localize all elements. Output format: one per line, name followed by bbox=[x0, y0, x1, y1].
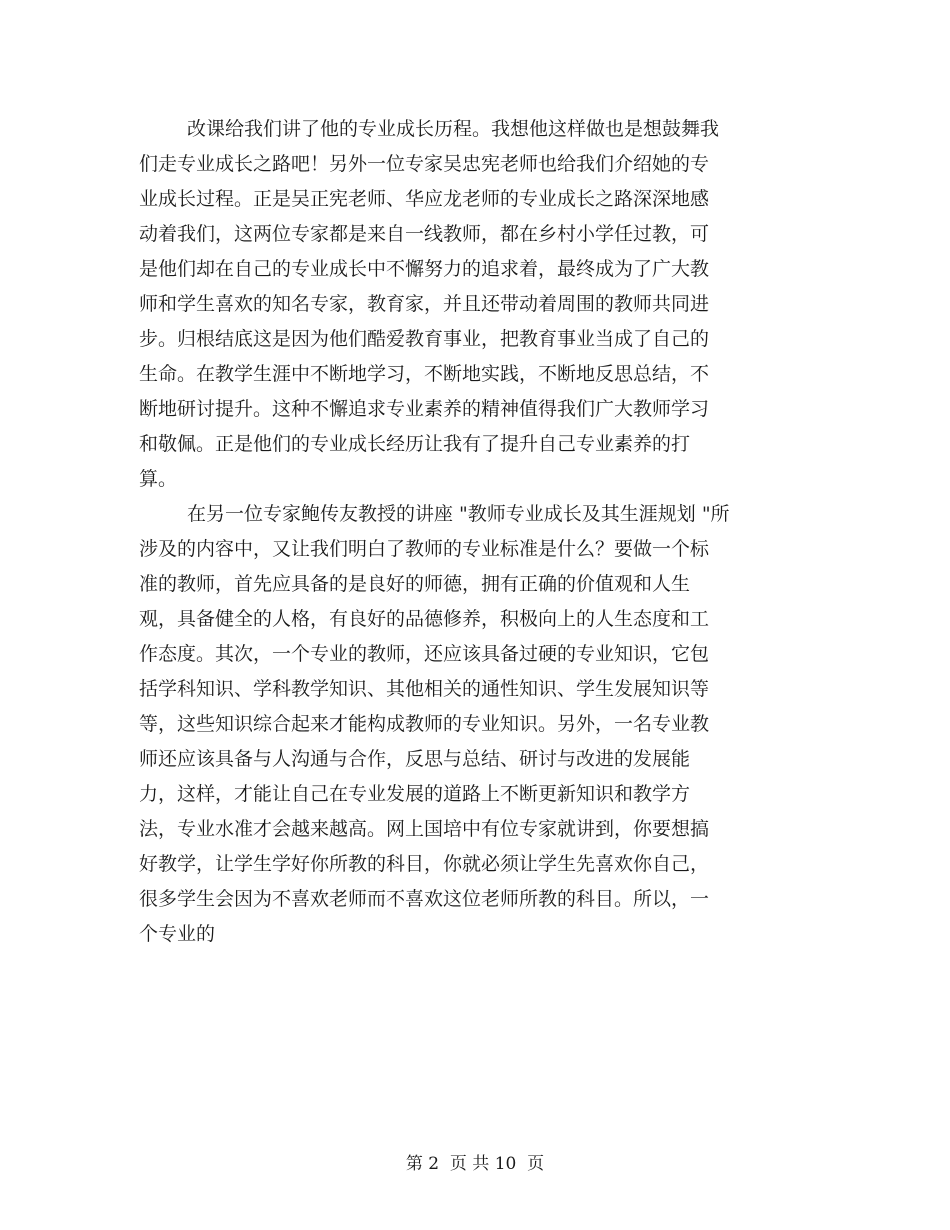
text-line: 涉及的内容中，又让我们明白了教师的专业标准是什么？要做一个标 bbox=[139, 538, 710, 560]
text-line: 们走专业成长之路吧！另外一位专家吴忠宪老师也给我们介绍她的专 bbox=[139, 153, 710, 175]
text-line: 准的教师，首先应具备的是良好的师德，拥有正确的价值观和人生 bbox=[139, 573, 691, 595]
text-line: 和敬佩。正是他们的专业成长经历让我有了提升自己专业素养的打 bbox=[139, 433, 691, 455]
text-line: 是他们却在自己的专业成长中不懈努力的追求着，最终成为了广大教 bbox=[139, 258, 710, 280]
paragraph-1 bbox=[139, 112, 819, 497]
text-line: 作态度。其次，一个专业的教师，还应该具备过硬的专业知识，它包 bbox=[139, 643, 710, 665]
text-line: 断地研讨提升。这种不懈追求专业素养的精神值得我们广大教师学习 bbox=[139, 398, 710, 420]
text-line: 动着我们，这两位专家都是来自一线教师，都在乡村小学任过教，可 bbox=[139, 223, 710, 245]
text-line: 括学科知识、学科教学知识、其他相关的通性知识、学生发展知识等 bbox=[139, 678, 710, 700]
text-line: 观，具备健全的人格，有良好的品德修养，积极向上的人生态度和工 bbox=[139, 608, 710, 630]
text-line: 力，这样，才能让自己在专业发展的道路上不断更新知识和教学方 bbox=[139, 783, 691, 805]
text-line: 业成长过程。正是吴正宪老师、华应龙老师的专业成长之路深深地感 bbox=[139, 188, 710, 210]
text-line: 个专业的 bbox=[139, 923, 216, 945]
text-line: 改课给我们讲了他的专业成长历程。我想他这样做也是想鼓舞我 bbox=[187, 118, 720, 140]
text-line: 生命。在教学生涯中不断地学习，不断地实践，不断地反思总结，不 bbox=[139, 363, 710, 385]
page-number-footer: 第 2 页 共 10 页 bbox=[405, 1154, 545, 1174]
text-line: 法，专业水准才会越来越高。网上国培中有位专家就讲到，你要想搞 bbox=[139, 818, 710, 840]
text-line: 算。 bbox=[139, 468, 178, 490]
text-line: 在另一位专家鲍传友教授的讲座 "教师专业成长及其生涯规划 "所 bbox=[187, 503, 730, 525]
text-line: 好教学，让学生学好你所教的科目，你就必须让学生先喜欢你自己， bbox=[139, 853, 710, 875]
text-line: 等，这些知识综合起来才能构成教师的专业知识。另外，一名专业教 bbox=[139, 713, 710, 735]
text-line: 师和学生喜欢的知名专家，教育家，并且还带动着周围的教师共同进 bbox=[139, 293, 710, 315]
text-line: 很多学生会因为不喜欢老师而不喜欢这位老师所教的科目。所以，一 bbox=[139, 888, 710, 910]
text-line: 步。归根结底这是因为他们酷爱教育事业，把教育事业当成了自己的 bbox=[139, 328, 710, 350]
paragraph-2 bbox=[139, 497, 819, 952]
text-line: 师还应该具备与人沟通与合作，反思与总结、研讨与改进的发展能 bbox=[139, 748, 691, 770]
document-body bbox=[139, 112, 819, 952]
